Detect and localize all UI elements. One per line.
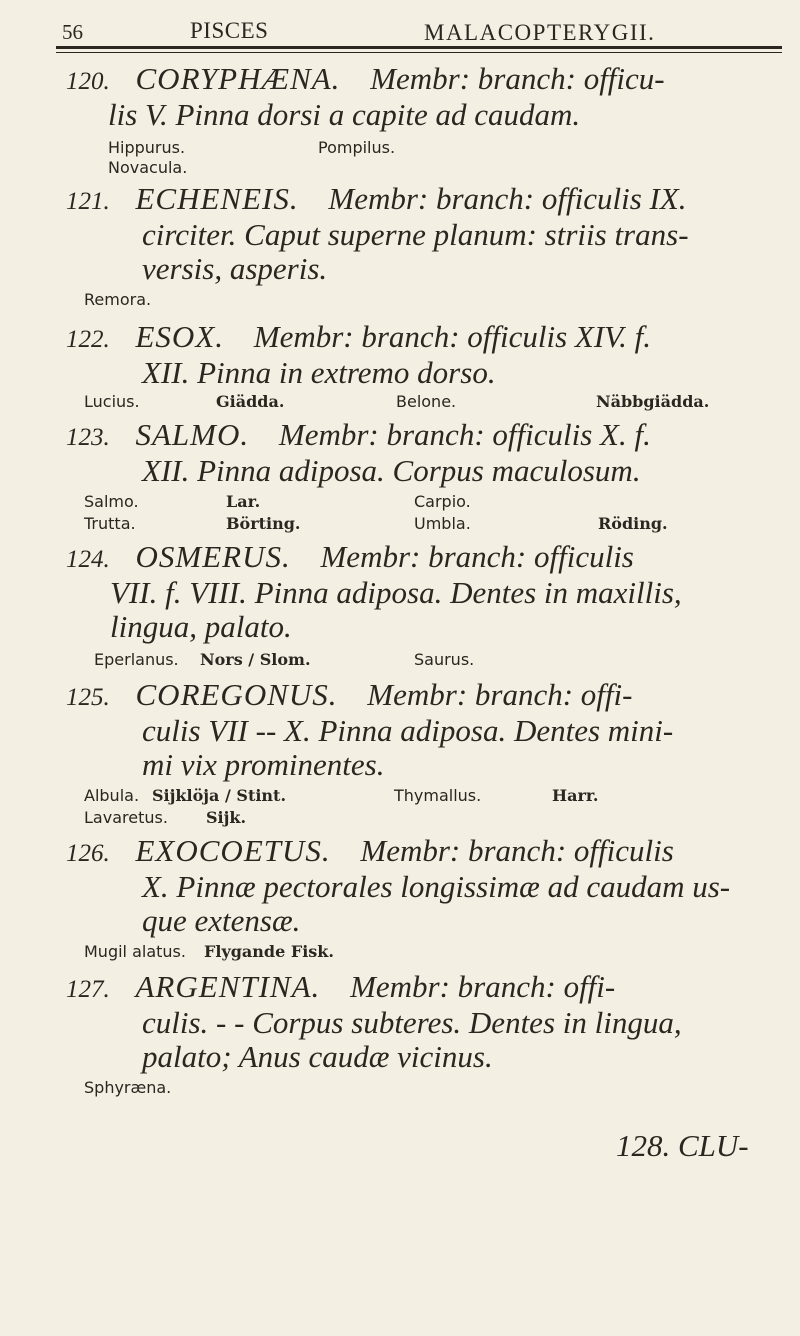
description-line: que extensæ. (142, 903, 301, 938)
description-line: Membr: branch: officulis XIV. f. (253, 319, 651, 354)
common-name: Lavaretus. (84, 808, 168, 827)
description-line: Membr: branch: officulis (320, 539, 634, 574)
genus-name: ECHENEIS. (135, 181, 299, 216)
description-line: Membr: branch: officu- (370, 61, 665, 96)
description-line: palato; Anus caudæ vicinus. (142, 1039, 493, 1074)
common-name: Umbla. (414, 514, 471, 533)
genus-name: COREGONUS. (135, 677, 338, 712)
common-name: Näbbgiädda. (596, 392, 710, 411)
entry-number: 125. (66, 684, 110, 711)
description-line: Membr: branch: officulis X. f. (278, 417, 651, 452)
genus-name: EXOCOETUS. (135, 833, 331, 868)
description-line: versis, asperis. (142, 251, 328, 286)
running-title-right: MALACOPTERYGII. (424, 20, 656, 45)
description-line: Membr: branch: officulis IX. (328, 181, 687, 216)
common-name: Mugil alatus. (84, 942, 186, 961)
description-line: Membr: branch: offi- (350, 969, 616, 1004)
page-number: 56 (62, 20, 83, 44)
genus-name: OSMERUS. (135, 539, 291, 574)
entry-number: 122. (66, 326, 110, 353)
common-name: Saurus. (414, 650, 475, 669)
common-name: Pompilus. (318, 138, 396, 157)
description-line: XII. Pinna adiposa. Corpus maculosum. (142, 453, 641, 488)
common-name: Flygande Fisk. (204, 942, 334, 961)
common-name: Börting. (226, 514, 301, 533)
description-line: Membr: branch: officulis (360, 833, 674, 868)
entry-number: 126. (66, 840, 110, 867)
common-name: Harr. (552, 786, 599, 805)
common-name: Remora. (84, 290, 152, 309)
description-line: culis. - - Corpus subteres. Dentes in lingua, (142, 1005, 682, 1040)
genus-name: CORYPHÆNA. (135, 61, 341, 96)
common-name: Sphyræna. (84, 1078, 172, 1097)
common-name: Salmo. (84, 492, 139, 511)
description-line: lis V. Pinna dorsi a capite ad caudam. (108, 97, 581, 132)
entry-number: 124. (66, 546, 110, 573)
common-name: Sijklöja / Stint. (152, 786, 287, 805)
common-name: Hippurus. (108, 138, 186, 157)
common-name: Albula. (84, 786, 140, 805)
common-name: Giädda. (216, 392, 285, 411)
common-name: Carpio. (414, 492, 471, 511)
description-line: circiter. Caput superne planum: striis trans- (142, 217, 689, 252)
common-name: Eperlanus. (94, 650, 179, 669)
description-line: Membr: branch: offi- (367, 677, 633, 712)
entry-number: 123. (66, 424, 110, 451)
common-name: Sijk. (206, 808, 247, 827)
common-name: Trutta. (84, 514, 136, 533)
running-title-left: PISCES (190, 18, 269, 43)
genus-name: ESOX. (135, 319, 225, 354)
header-rule-thin (56, 52, 782, 53)
common-name: Nors / Slom. (200, 650, 311, 669)
common-name: Thymallus. (394, 786, 482, 805)
description-line: X. Pinnæ pectorales longissimæ ad caudam us- (142, 869, 731, 904)
entry-number: 120. (66, 68, 110, 95)
entry-number: 127. (66, 976, 110, 1003)
description-line: lingua, palato. (110, 609, 292, 644)
description-line: mi vix prominentes. (142, 747, 385, 782)
header-rule (56, 46, 782, 49)
common-name: Lucius. (84, 392, 140, 411)
genus-name: ARGENTINA. (135, 969, 321, 1004)
description-line: XII. Pinna in extremo dorso. (142, 355, 496, 390)
catchword: 128. CLU- (616, 1128, 749, 1163)
common-name: Lar. (226, 492, 261, 511)
common-name: Belone. (396, 392, 457, 411)
genus-name: SALMO. (135, 417, 250, 452)
common-name: Röding. (598, 514, 668, 533)
description-line: culis VII -- X. Pinna adiposa. Dentes mini- (142, 713, 674, 748)
common-name: Novacula. (108, 158, 188, 177)
entry-number: 121. (66, 188, 110, 215)
description-line: VII. f. VIII. Pinna adiposa. Dentes in maxillis, (110, 575, 682, 610)
